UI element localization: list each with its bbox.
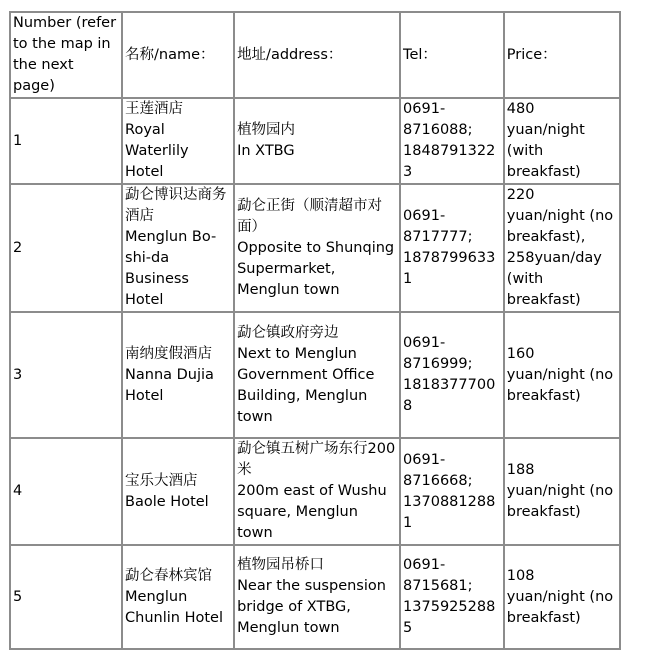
row-price: [504, 184, 620, 312]
price-line: 160 yuan/night (no breakfast): [506, 345, 614, 404]
name-zh: 勐仑博识达商务酒店: [125, 187, 227, 224]
address-en: In XTBG: [237, 143, 295, 159]
address-en: Opposite to Shunqing Supermarket, Menglun town: [237, 239, 395, 298]
hotel-table: [9, 11, 621, 650]
tel-mobile: 18787996331: [403, 250, 496, 287]
row-price: [504, 438, 620, 545]
row-tel: [400, 312, 504, 438]
row-tel: [400, 98, 504, 184]
row-address: [234, 184, 400, 312]
name-en: Baole Hotel: [125, 493, 209, 510]
row-price: [504, 312, 620, 438]
tel-landline: 0691-8716088;: [403, 101, 473, 138]
price-line: 480 yuan/night (with breakfast): [506, 101, 585, 180]
address-zh: 勐仑正街（顺清超市对面）: [237, 197, 383, 235]
tel-mobile: 18183777008: [403, 377, 496, 414]
name-en: Menglun Bo-shi-da Business Hotel: [125, 229, 217, 308]
row-address: [234, 545, 400, 649]
row-tel: [400, 438, 504, 545]
row-name: [122, 184, 234, 312]
name-zh: 王莲酒店: [125, 101, 184, 117]
address-zh: 植物园吊桥口: [237, 557, 325, 573]
row-address: [234, 98, 400, 184]
tel-landline: 0691-8717777;: [403, 208, 473, 245]
price-line: 188 yuan/night (no breakfast): [506, 462, 614, 520]
address-en: Next to Menglun Government Office Building, Menglun town: [237, 345, 375, 425]
address-zh: 勐仑镇政府旁边: [237, 324, 339, 341]
header-tel: Tel：: [400, 12, 504, 98]
row-number: 4: [10, 438, 122, 545]
row-number: 2: [10, 184, 122, 312]
address-en: Near the suspension bridge of XTBG, Menglun town: [237, 578, 386, 636]
row-tel: [400, 184, 504, 312]
row-name: [122, 312, 234, 438]
name-zh: 南纳度假酒店: [125, 345, 213, 362]
table-row: [10, 184, 620, 312]
tel-landline: 0691-8715681;: [403, 557, 473, 594]
name-en: Royal Waterlily Hotel: [125, 122, 189, 180]
row-address: [234, 312, 400, 438]
name-zh: 勐仑春林宾馆: [125, 567, 213, 584]
header-number: Number (refer to the map in the next page): [10, 12, 122, 98]
row-name: [122, 98, 234, 184]
name-en: Nanna Dujia Hotel: [125, 366, 214, 404]
row-price: [504, 545, 620, 649]
row-address: [234, 438, 400, 545]
price-line: 220 yuan/night (no breakfast),: [506, 187, 614, 245]
table-row: [10, 98, 620, 184]
price-line: 258yuan/day (with breakfast): [506, 250, 602, 308]
row-price: [504, 98, 620, 184]
row-name: [122, 545, 234, 649]
table-header-row: [10, 12, 620, 98]
table-row: [10, 545, 620, 649]
tel-mobile: 13708812881: [403, 493, 496, 531]
address-zh: 勐仑镇五树广场东行200米: [237, 441, 396, 478]
tel-landline: 0691-8716668;: [403, 451, 473, 489]
tel-mobile: 13759252885: [403, 599, 496, 636]
header-address: 地址/address：: [234, 12, 400, 98]
row-number: 1: [10, 98, 122, 184]
header-price: Price：: [504, 12, 620, 98]
name-en: Menglun Chunlin Hotel: [125, 588, 223, 626]
row-tel: [400, 545, 504, 649]
row-number: 3: [10, 312, 122, 438]
tel-mobile: 18487913223: [403, 143, 496, 180]
table-row: [10, 312, 620, 438]
price-line: 108 yuan/night (no breakfast): [506, 567, 614, 626]
row-name: [122, 438, 234, 545]
row-number: 5: [10, 545, 122, 649]
address-en: 200m east of Wushu square, Menglun town: [237, 483, 387, 541]
name-zh: 宝乐大酒店: [125, 472, 198, 489]
tel-landline: 0691-8716999;: [403, 335, 473, 372]
table-row: [10, 438, 620, 545]
header-name: 名称/name：: [122, 12, 234, 98]
address-zh: 植物园内: [237, 122, 296, 138]
